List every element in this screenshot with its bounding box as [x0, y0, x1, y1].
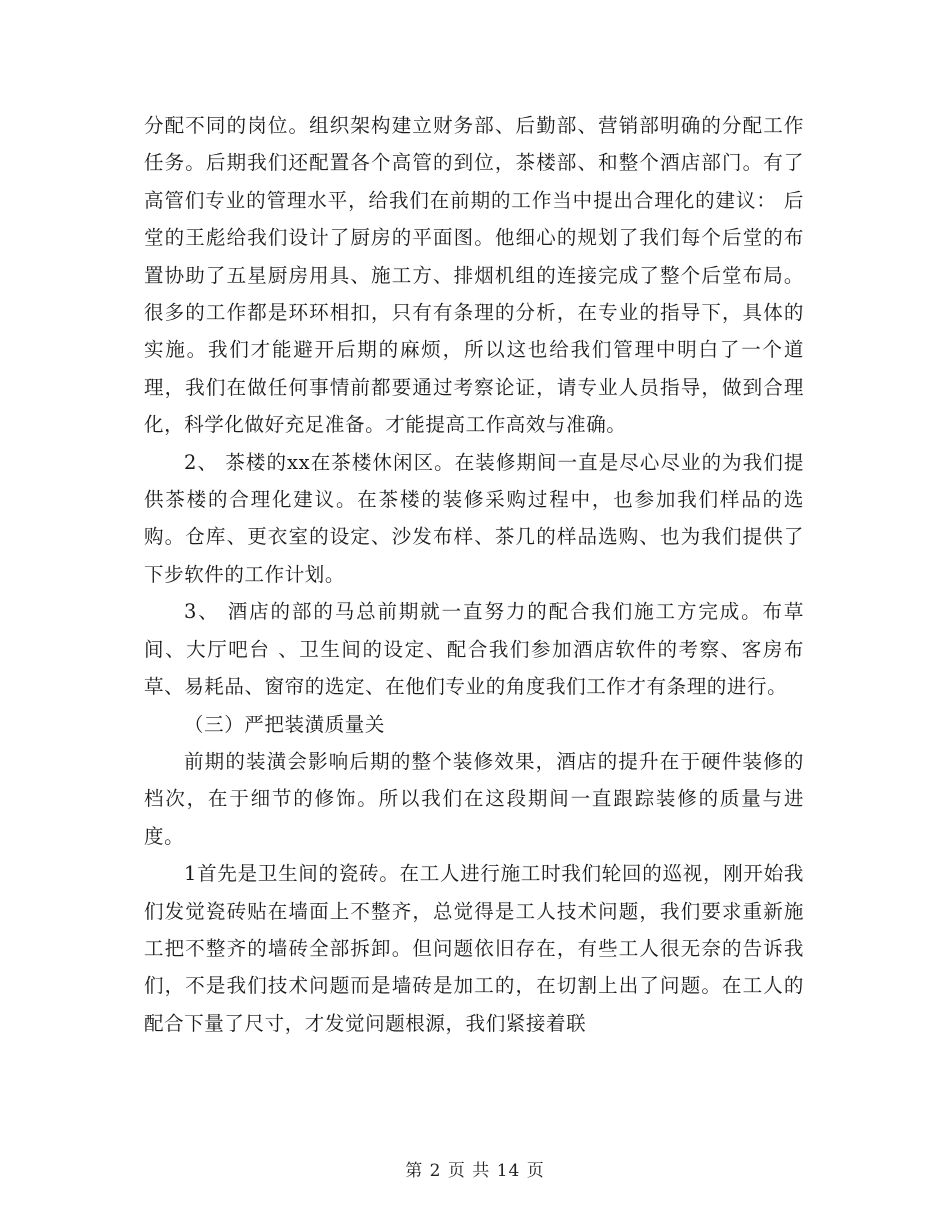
paragraph-hotel-item: 3、 酒店的部的马总前期就一直努力的配合我们施工方完成。布草间、大厅吧台 、卫生间的设定、配合我们参加酒店软件的考察、客房布草、易耗品、窗帘的选定、在他们专业的角度我们工作才有条理的进行。 — [144, 600, 804, 699]
page-footer: 第 2 页 共 14 页 — [405, 1161, 545, 1181]
paragraph-staffing-advice: 分配不同的岗位。组织架构建立财务部、后勤部、营销部明确的分配工作任务。后期我们还配置各个高管的到位，茶楼部、和整个酒店部门。有了高管们专业的管理水平，给我们在前期的工作当中提出合理化的建议： 后堂的王彪给我们设计了厨房的平面图。他细心的规划了我们每个后堂的布置协助了五星厨房用具、施工方、排烟机组的连接完成了整个后堂布局。很多的工作都是环环相扣，只有有条理的分析，在专业的指导下，具体的实施。我们才能避开后期的麻烦，所以这也给我们管理中明白了一个道理，我们在做任何事情前都要通过考察论证，请专业人员指导，做到合理化，科学化做好充足准备。才能提高工作高效与准确。 — [144, 114, 804, 437]
section-heading-quality: （三）严把装潢质量关 — [184, 712, 386, 736]
paragraph-bathroom-tiles: 1首先是卫生间的瓷砖。在工人进行施工时我们轮回的巡视，刚开始我们发觉瓷砖贴在墙面上不整齐，总觉得是工人技术问题，我们要求重新施工把不整齐的墙砖全部拆卸。但问题依旧存在，有些工人很无奈的告诉我们，不是我们技术问题而是墙砖是加工的，在切割上出了问题。在工人的配合下量了尺寸，才发觉问题根源，我们紧接着联 — [144, 862, 804, 1035]
paragraph-teahouse-item: 2、 茶楼的xx在茶楼休闲区。在装修期间一直是尽心尽业的为我们提供茶楼的合理化建议。在茶楼的装修采购过程中，也参加我们样品的选购。仓库、更衣室的设定、沙发布样、茶几的样品选购、也为我们提供了下步软件的工作计划。 — [144, 450, 804, 586]
document-body — [144, 107, 804, 1042]
paragraph-decoration-quality: 前期的装潢会影响后期的整个装修效果，酒店的提升在于硬件装修的档次，在于细节的修饰。所以我们在这段期间一直跟踪装修的质量与进度。 — [144, 749, 804, 848]
